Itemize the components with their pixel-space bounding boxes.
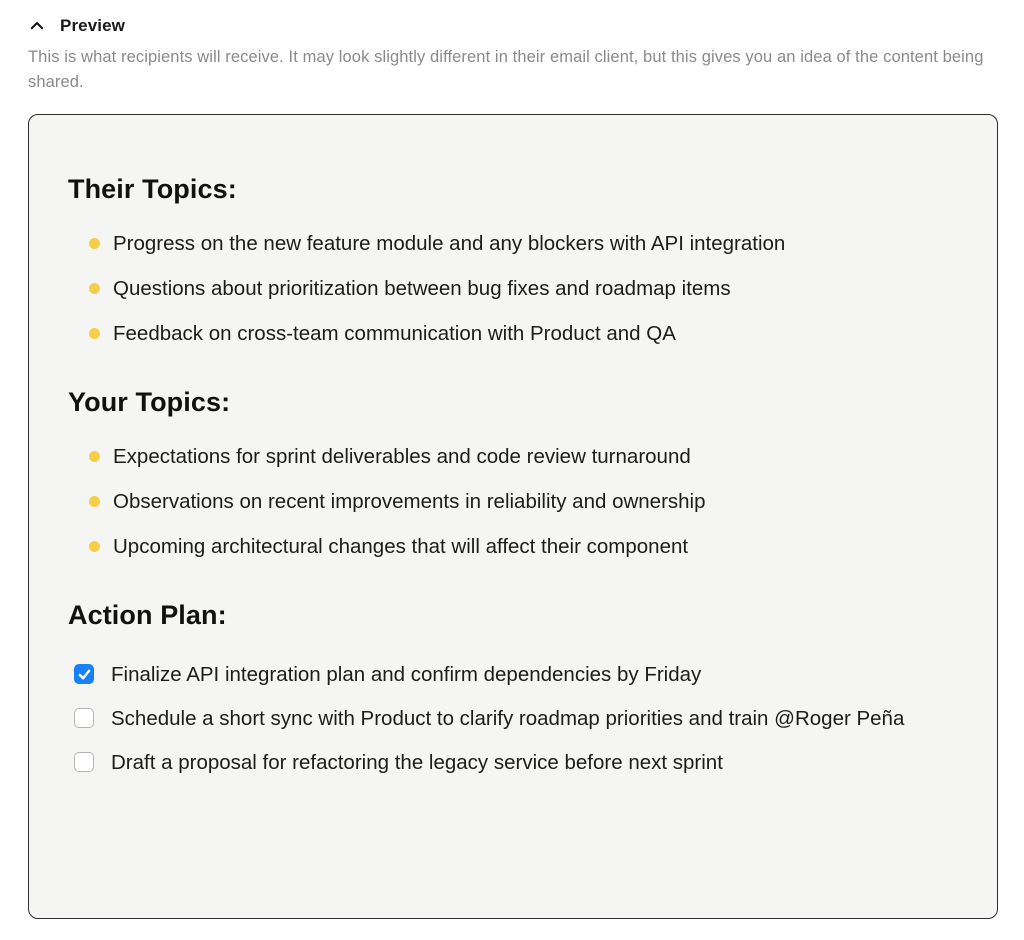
checkbox-checked-icon[interactable] — [74, 664, 94, 684]
list-item — [68, 276, 957, 301]
their-topics-heading: Their Topics: — [68, 174, 237, 204]
action-plan-checklist — [68, 659, 957, 778]
checklist-item — [68, 747, 957, 778]
bullet-dot-icon — [89, 496, 100, 507]
list-item — [68, 489, 957, 514]
preview-description: This is what recipients will receive. It may look slightly different in their email client, but this gives you an idea of the content being shared. — [28, 48, 984, 91]
list-item-text: Questions about prioritization between bug fixes and roadmap items — [113, 277, 731, 300]
list-item-text: Observations on recent improvements in reliability and ownership — [113, 490, 706, 513]
bullet-dot-icon — [89, 283, 100, 294]
list-item-text: Feedback on cross-team communication with Product and QA — [113, 322, 676, 345]
bullet-dot-icon — [89, 541, 100, 552]
chevron-up-icon[interactable] — [28, 17, 46, 35]
list-item-text: Progress on the new feature module and any blockers with API integration — [113, 232, 786, 255]
bullet-dot-icon — [89, 328, 100, 339]
list-item — [68, 534, 957, 559]
checklist-item-label: Schedule a short sync with Product to clarify roadmap priorities and train @Roger Peña — [111, 707, 905, 730]
checklist-item — [68, 703, 957, 734]
checklist-item-label: Finalize API integration plan and confirm dependencies by Friday — [111, 663, 702, 686]
their-topics-list — [68, 231, 957, 346]
your-topics-list — [68, 444, 957, 559]
checkbox-unchecked-icon[interactable] — [74, 708, 94, 728]
list-item — [68, 321, 957, 346]
checkbox-unchecked-icon[interactable] — [74, 752, 94, 772]
action-plan-section — [68, 599, 957, 778]
list-item-text: Upcoming architectural changes that will affect their component — [113, 535, 689, 558]
preview-title: Preview — [60, 16, 125, 35]
list-item — [68, 231, 957, 256]
action-plan-heading: Action Plan: — [68, 600, 227, 630]
bullet-dot-icon — [89, 451, 100, 462]
your-topics-section — [68, 386, 957, 559]
email-preview-card — [28, 114, 998, 919]
checklist-item-label: Draft a proposal for refactoring the legacy service before next sprint — [111, 751, 723, 774]
their-topics-section — [68, 173, 957, 346]
preview-section-toggle[interactable] — [28, 16, 998, 36]
your-topics-heading: Your Topics: — [68, 387, 231, 417]
list-item-text: Expectations for sprint deliverables and code review turnaround — [113, 445, 691, 468]
list-item — [68, 444, 957, 469]
checklist-item — [68, 659, 957, 690]
bullet-dot-icon — [89, 238, 100, 249]
